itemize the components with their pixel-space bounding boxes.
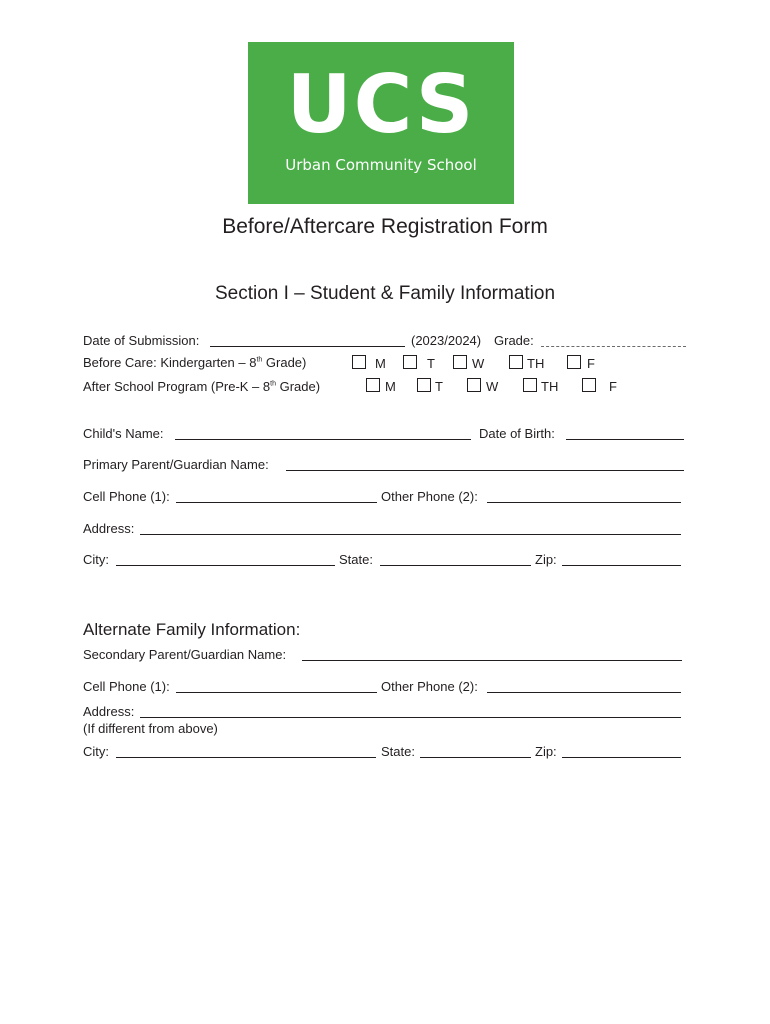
city-field[interactable] (116, 565, 335, 566)
alt-address-field[interactable] (140, 717, 681, 718)
logo-school-name: Urban Community School (285, 156, 477, 174)
state-label: State: (339, 552, 373, 567)
alt-address-label: Address: (83, 704, 135, 719)
before-care-checkbox-th[interactable] (509, 355, 523, 369)
primary-parent-label: Primary Parent/Guardian Name: (83, 457, 269, 472)
form-title: Before/Aftercare Registration Form (222, 215, 548, 238)
after-school-checkbox-m[interactable] (366, 378, 380, 392)
other-phone-field[interactable] (487, 502, 681, 503)
before-care-label: Before Care: Kindergarten – 8th Grade) (83, 355, 307, 370)
date-of-submission-field[interactable] (210, 346, 405, 347)
before-care-day-th: TH (527, 356, 545, 371)
after-school-day-w: W (486, 379, 499, 394)
zip-field[interactable] (562, 565, 681, 566)
alt-cell-phone-field[interactable] (176, 692, 377, 693)
alt-city-label: City: (83, 744, 109, 759)
after-school-day-t: T (435, 379, 443, 394)
cell-phone-label: Cell Phone (1): (83, 489, 170, 504)
after-school-day-m: M (385, 379, 396, 394)
before-care-day-m: M (375, 356, 386, 371)
alt-state-label: State: (381, 744, 415, 759)
date-of-submission-label: Date of Submission: (83, 333, 200, 348)
address-label: Address: (83, 521, 135, 536)
child-name-field[interactable] (175, 439, 471, 440)
after-school-checkbox-th[interactable] (523, 378, 537, 392)
school-year-label: (2023/2024) (411, 333, 482, 348)
date-of-birth-field[interactable] (566, 439, 684, 440)
child-name-label: Child's Name: (83, 426, 164, 441)
cell-phone-field[interactable] (176, 502, 377, 503)
zip-label: Zip: (535, 552, 557, 567)
ucs-logo (248, 42, 514, 204)
other-phone-label: Other Phone (2): (381, 489, 478, 504)
after-school-checkbox-w[interactable] (467, 378, 481, 392)
primary-parent-field[interactable] (286, 470, 684, 471)
alternate-family-heading: Alternate Family Information: (83, 620, 301, 639)
secondary-parent-label: Secondary Parent/Guardian Name: (83, 647, 287, 662)
after-school-checkbox-f[interactable] (582, 378, 596, 392)
date-of-birth-label: Date of Birth: (479, 426, 555, 441)
alt-zip-field[interactable] (562, 757, 681, 758)
alt-zip-label: Zip: (535, 744, 557, 759)
before-care-day-f: F (587, 356, 595, 371)
address-field[interactable] (140, 534, 681, 535)
before-care-day-w: W (472, 356, 485, 371)
state-field[interactable] (380, 565, 531, 566)
after-school-day-f: F (609, 379, 617, 394)
grade-field[interactable] (541, 346, 686, 347)
before-care-checkbox-w[interactable] (453, 355, 467, 369)
alt-other-phone-label: Other Phone (2): (381, 679, 478, 694)
grade-label: Grade: (494, 333, 534, 348)
before-care-checkbox-t[interactable] (403, 355, 417, 369)
before-care-day-t: T (427, 356, 435, 371)
before-care-checkbox-m[interactable] (352, 355, 366, 369)
after-school-checkbox-t[interactable] (417, 378, 431, 392)
secondary-parent-field[interactable] (302, 660, 682, 661)
alt-address-note: (If different from above) (83, 721, 218, 736)
alt-city-field[interactable] (116, 757, 376, 758)
alt-other-phone-field[interactable] (487, 692, 681, 693)
after-school-label: After School Program (Pre-K – 8th Grade) (83, 379, 321, 394)
alt-cell-phone-label: Cell Phone (1): (83, 679, 170, 694)
city-label: City: (83, 552, 109, 567)
logo-mark: UCS (286, 58, 476, 151)
after-school-day-th: TH (541, 379, 559, 394)
before-care-checkbox-f[interactable] (567, 355, 581, 369)
alt-state-field[interactable] (420, 757, 531, 758)
section-1-title: Section I – Student & Family Information (214, 283, 556, 304)
